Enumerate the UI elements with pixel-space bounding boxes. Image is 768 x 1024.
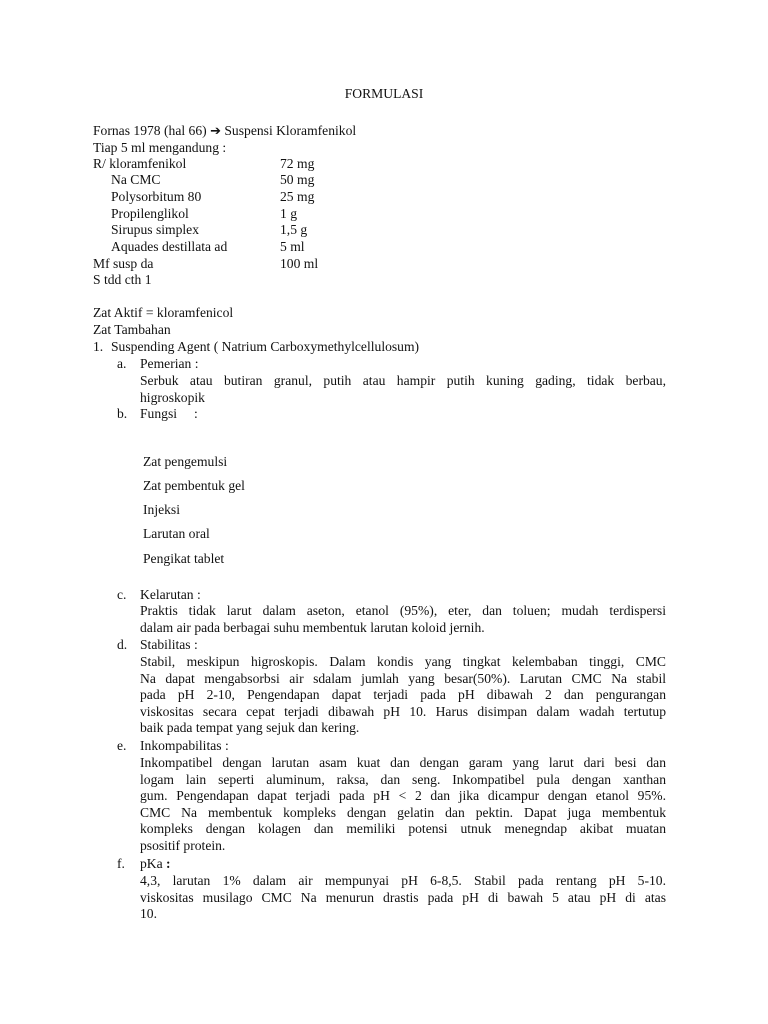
text-line: logam lain seperti aluminum, raksa, dan seng. Inkompatibel pula dengan xanthan — [140, 771, 666, 787]
item-body-pka — [140, 873, 666, 923]
function-item: Larutan oral — [143, 526, 210, 541]
text-line: 4,3, larutan 1% dalam air mempunyai pH 6-8,5. Stabil pada rentang pH 5-10. — [140, 873, 666, 888]
reference-product: Suspensi Kloramfenikol — [224, 123, 357, 138]
text-line: higroskopik — [140, 389, 205, 405]
function-item: Zat pengemulsi — [143, 454, 228, 469]
text-line: viskositas secara cepat terjadi dibawah pH 10. Harus disimpan dalam wadah tertutup — [140, 703, 666, 719]
pka-colon: : — [162, 856, 171, 871]
text-line: pada pH 2-10, Pengendapan dapat terjadi pada pH dibawah 2 dan pengurangan — [140, 687, 666, 703]
item-body-pemerian — [140, 373, 666, 406]
item-label-pka — [140, 856, 171, 873]
recipe-ingredient: Na CMC — [111, 172, 161, 187]
recipe-intro: Tiap 5 ml mengandung : — [93, 140, 227, 155]
item-body-inkompabilitas — [140, 755, 666, 855]
list-marker: e. — [117, 738, 127, 753]
item-label-pemerian: Pemerian : — [140, 356, 199, 371]
text-line: dalam air pada berbagai suhu membentuk larutan koloid jernih. — [140, 619, 485, 635]
item-label-inkompabilitas: Inkompabilitas : — [140, 738, 229, 753]
recipe-ingredient: Polysorbitum 80 — [111, 189, 202, 204]
list-marker: a. — [117, 356, 127, 371]
text-line: viskositas musilago CMC Na menurun drastis pada pH di bawah 5 atau pH di atas — [140, 889, 666, 905]
function-item: Zat pembentuk gel — [143, 478, 245, 493]
recipe-quantity: 5 ml — [280, 239, 305, 254]
recipe-quantity: 1,5 g — [280, 222, 308, 237]
recipe-quantity: 1 g — [280, 206, 297, 221]
list-marker: f. — [117, 856, 125, 871]
item-body-stabilitas — [140, 654, 666, 737]
text-line: gum. Pengendapan dapat terjadi pada pH < 2 dan jika dicampur dengan etanol 95%. — [140, 788, 666, 804]
text-line: CMC Na membentuk kompleks dengan gelatin dan pektin. Dapat juga membentuk — [140, 804, 666, 820]
text-line: Inkompatibel dengan larutan asam kuat dan dengan garam yang larut dari besi dan — [140, 755, 666, 770]
text-line: baik pada tempat yang sejuk dan kering. — [140, 720, 360, 736]
item-label-kelarutan: Kelarutan : — [140, 587, 201, 602]
text-line: 10. — [140, 906, 157, 922]
list-marker: c. — [117, 587, 127, 602]
text-line: Praktis tidak larut dalam aseton, etanol (95%), eter, dan toluen; mudah terdispersi — [140, 603, 666, 618]
recipe-quantity: 50 mg — [280, 172, 315, 187]
text-line: Stabil, meskipun higroskopis. Dalam kondis yang tingkat kelembaban tinggi, CMC — [140, 654, 666, 669]
function-item: Pengikat tablet — [143, 551, 225, 566]
pka-label: pKa — [140, 856, 163, 871]
function-item: Injeksi — [143, 502, 180, 517]
recipe-quantity: 25 mg — [280, 189, 315, 204]
arrow-right-icon: ➔ — [210, 124, 221, 139]
recipe-ingredient: Propilenglikol — [111, 206, 189, 221]
list-marker: d. — [117, 637, 128, 652]
recipe-ingredient: R/ kloramfenikol — [93, 156, 187, 171]
reference-source: Fornas 1978 (hal 66) — [93, 123, 207, 138]
recipe-ingredient: Sirupus simplex — [111, 222, 199, 237]
text-line: psositif protein. — [140, 837, 226, 853]
recipe-quantity: 100 ml — [280, 256, 319, 271]
recipe-ingredient: S tdd cth 1 — [93, 272, 152, 287]
text-line: Serbuk atau butiran granul, putih atau hampir putih kuning gading, tidak berbau, — [140, 373, 666, 388]
active-ingredient: Zat Aktif = kloramfenicol — [93, 305, 234, 320]
text-line: Na dapat mengabsorbsi air sdalam jumlah yang besar(50%). Larutan CMC Na stabil — [140, 670, 666, 686]
recipe-ingredient: Aquades destillata ad — [111, 239, 228, 254]
recipe-quantity: 72 mg — [280, 156, 315, 171]
text-line: kompleks dengan kolagen dan memiliki potensi utnuk menegndap akibat muatan — [140, 821, 666, 837]
list-marker: b. — [117, 406, 128, 421]
section-heading: Suspending Agent ( Natrium Carboxymethylcellulosum) — [111, 339, 420, 354]
item-label-fungsi: Fungsi : — [140, 406, 198, 421]
reference-line — [93, 123, 356, 141]
item-label-stabilitas: Stabilitas : — [140, 637, 198, 652]
excipients-heading: Zat Tambahan — [93, 322, 171, 337]
section-number: 1. — [93, 339, 104, 354]
page-title: FORMULASI — [344, 86, 424, 101]
recipe-ingredient: Mf susp da — [93, 256, 154, 271]
item-body-kelarutan — [140, 603, 666, 636]
